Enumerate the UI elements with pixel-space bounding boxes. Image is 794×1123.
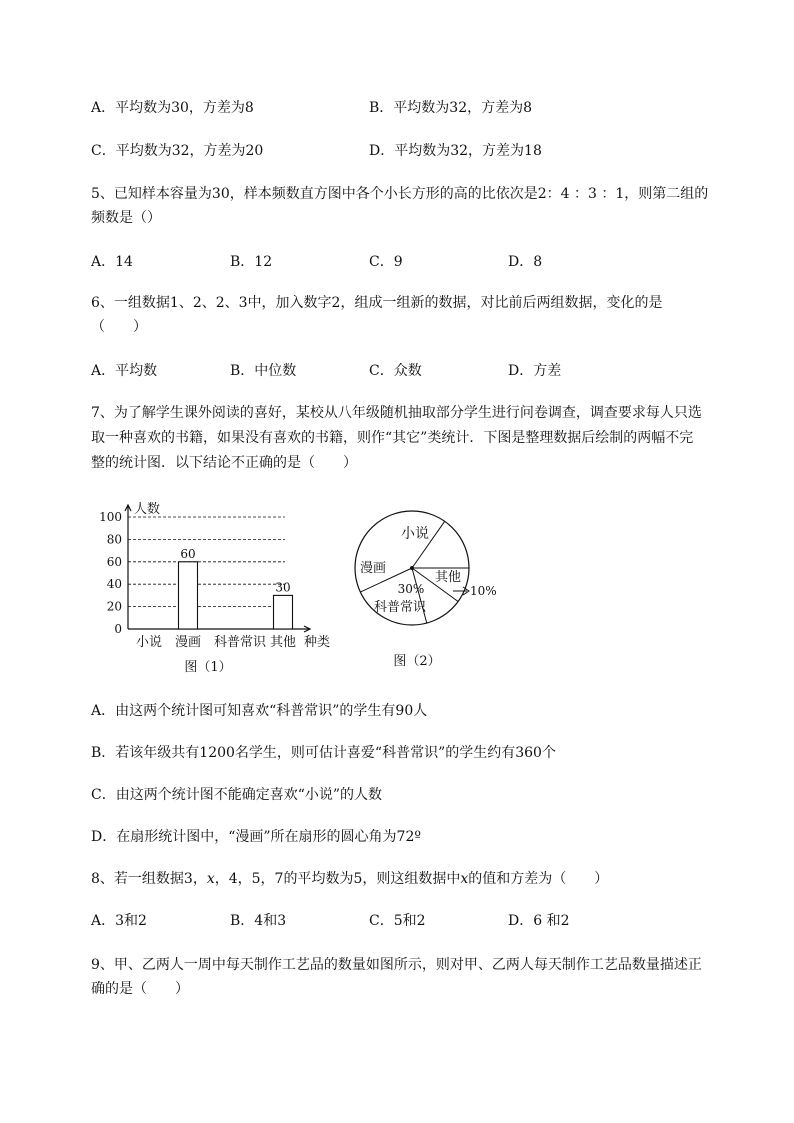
q5-stem-line2: 频数是（） bbox=[91, 210, 161, 226]
pie-chart-figure-2 bbox=[345, 505, 515, 675]
q8-stem-post: 的值和方差为（ ） bbox=[468, 871, 609, 887]
q5-option-c: C．9 bbox=[369, 254, 403, 270]
bar-chart-figure-1 bbox=[90, 495, 340, 680]
data-label: 30 bbox=[275, 580, 291, 595]
q6-option-c: C．众数 bbox=[369, 363, 422, 379]
q8-option-c: C．5和2 bbox=[369, 913, 426, 929]
slice-label: 小说 bbox=[401, 526, 429, 542]
q8-variable-x: x bbox=[206, 871, 215, 887]
q8-stem-pre: 8、若一组数据3， bbox=[91, 871, 207, 887]
category-label: 其他 bbox=[269, 635, 297, 650]
q7-option-c: C．由这两个统计图不能确定喜欢“小说”的人数 bbox=[91, 787, 383, 803]
q5-option-d: D．8 bbox=[508, 254, 543, 270]
bar-漫画 bbox=[179, 562, 198, 629]
category-label: 小说 bbox=[135, 635, 163, 650]
chart-title: 图（2） bbox=[393, 654, 441, 669]
slice-label: 漫画 bbox=[359, 561, 387, 576]
q6-option-a: A．平均数 bbox=[91, 363, 158, 379]
y-tick-label: 60 bbox=[106, 554, 122, 569]
y-tick-label: 100 bbox=[99, 510, 122, 524]
pie-center-dot bbox=[410, 566, 414, 570]
q8-stem bbox=[91, 869, 608, 889]
q4-option-a: A．平均数为30，方差为8 bbox=[91, 100, 254, 116]
slice-label: 科普常识 bbox=[373, 600, 427, 615]
category-label: 漫画 bbox=[174, 635, 202, 650]
data-label: 60 bbox=[180, 546, 196, 561]
y-axis-label: 人数 bbox=[134, 502, 161, 517]
q6-stem-line2: （ ） bbox=[91, 319, 147, 335]
y-tick-label: 40 bbox=[106, 577, 122, 592]
q7-option-b: B．若该年级共有1200名学生，则可估计喜爱“科普常识”的学生约有360个 bbox=[91, 745, 556, 761]
bar-其他 bbox=[274, 595, 293, 629]
q9-stem-line2: 确的是（ ） bbox=[91, 981, 189, 997]
q8-option-b: B．4和3 bbox=[230, 913, 287, 929]
q9-stem-line1: 9、甲、乙两人一周中每天制作工艺品的数量如图所示，则对甲、乙两人每天制作工艺品数量描述正 bbox=[91, 957, 702, 973]
category-label: 科普常识 bbox=[213, 635, 267, 650]
q7-option-a: A．由这两个统计图可知喜欢“科普常识”的学生有90人 bbox=[91, 703, 428, 719]
q6-option-b: B．中位数 bbox=[230, 363, 297, 379]
q7-stem-line2: 取一种喜欢的书籍，如果没有喜欢的书籍，则作“其它”类统计．下图是整理数据后绘制的两幅不完 bbox=[91, 430, 694, 446]
q4-option-b: B．平均数为32，方差为8 bbox=[369, 100, 533, 116]
slice-annotation: 10% bbox=[470, 584, 497, 598]
q8-stem-mid: ，4，5，7的平均数为5，则这组数据中 bbox=[214, 871, 461, 887]
q8-variable-x-2: x bbox=[460, 871, 469, 887]
q7-stem-line3: 整的统计图．以下结论不正确的是（ ） bbox=[91, 455, 357, 471]
slice-label: 其他 bbox=[434, 570, 462, 585]
q6-stem-line1: 6、一组数据1、2、2、3中，加入数字2，组成一组新的数据，对比前后两组数据，变化的是 bbox=[91, 295, 663, 311]
q6-option-d: D．方差 bbox=[508, 363, 562, 379]
x-axis-label: 种类 bbox=[303, 635, 331, 650]
q5-option-b: B．12 bbox=[230, 254, 273, 270]
q4-option-d: D．平均数为32，方差为18 bbox=[369, 143, 542, 159]
slice-annotation: 30% bbox=[397, 582, 425, 596]
q8-option-a: A．3和2 bbox=[91, 913, 147, 929]
chart-title: 图（1） bbox=[184, 660, 232, 675]
y-tick-label: 0 bbox=[114, 622, 122, 636]
y-tick-label: 20 bbox=[106, 599, 122, 614]
q7-stem-line1: 7、为了解学生课外阅读的喜好，某校从八年级随机抽取部分学生进行问卷调查，调查要求每人只选 bbox=[91, 405, 702, 421]
q4-option-c: C．平均数为32，方差为20 bbox=[91, 143, 264, 159]
q5-stem-line1: 5、已知样本容量为30，样本频数直方图中各个小长方形的高的比依次是2：4 ：3 ：1，则第二组的 bbox=[91, 186, 709, 202]
q7-option-d: D．在扇形统计图中，“漫画”所在扇形的圆心角为72º bbox=[91, 829, 421, 845]
q8-option-d: D．6 和2 bbox=[508, 913, 570, 929]
q5-option-a: A．14 bbox=[91, 254, 133, 270]
y-tick-label: 80 bbox=[106, 532, 122, 547]
